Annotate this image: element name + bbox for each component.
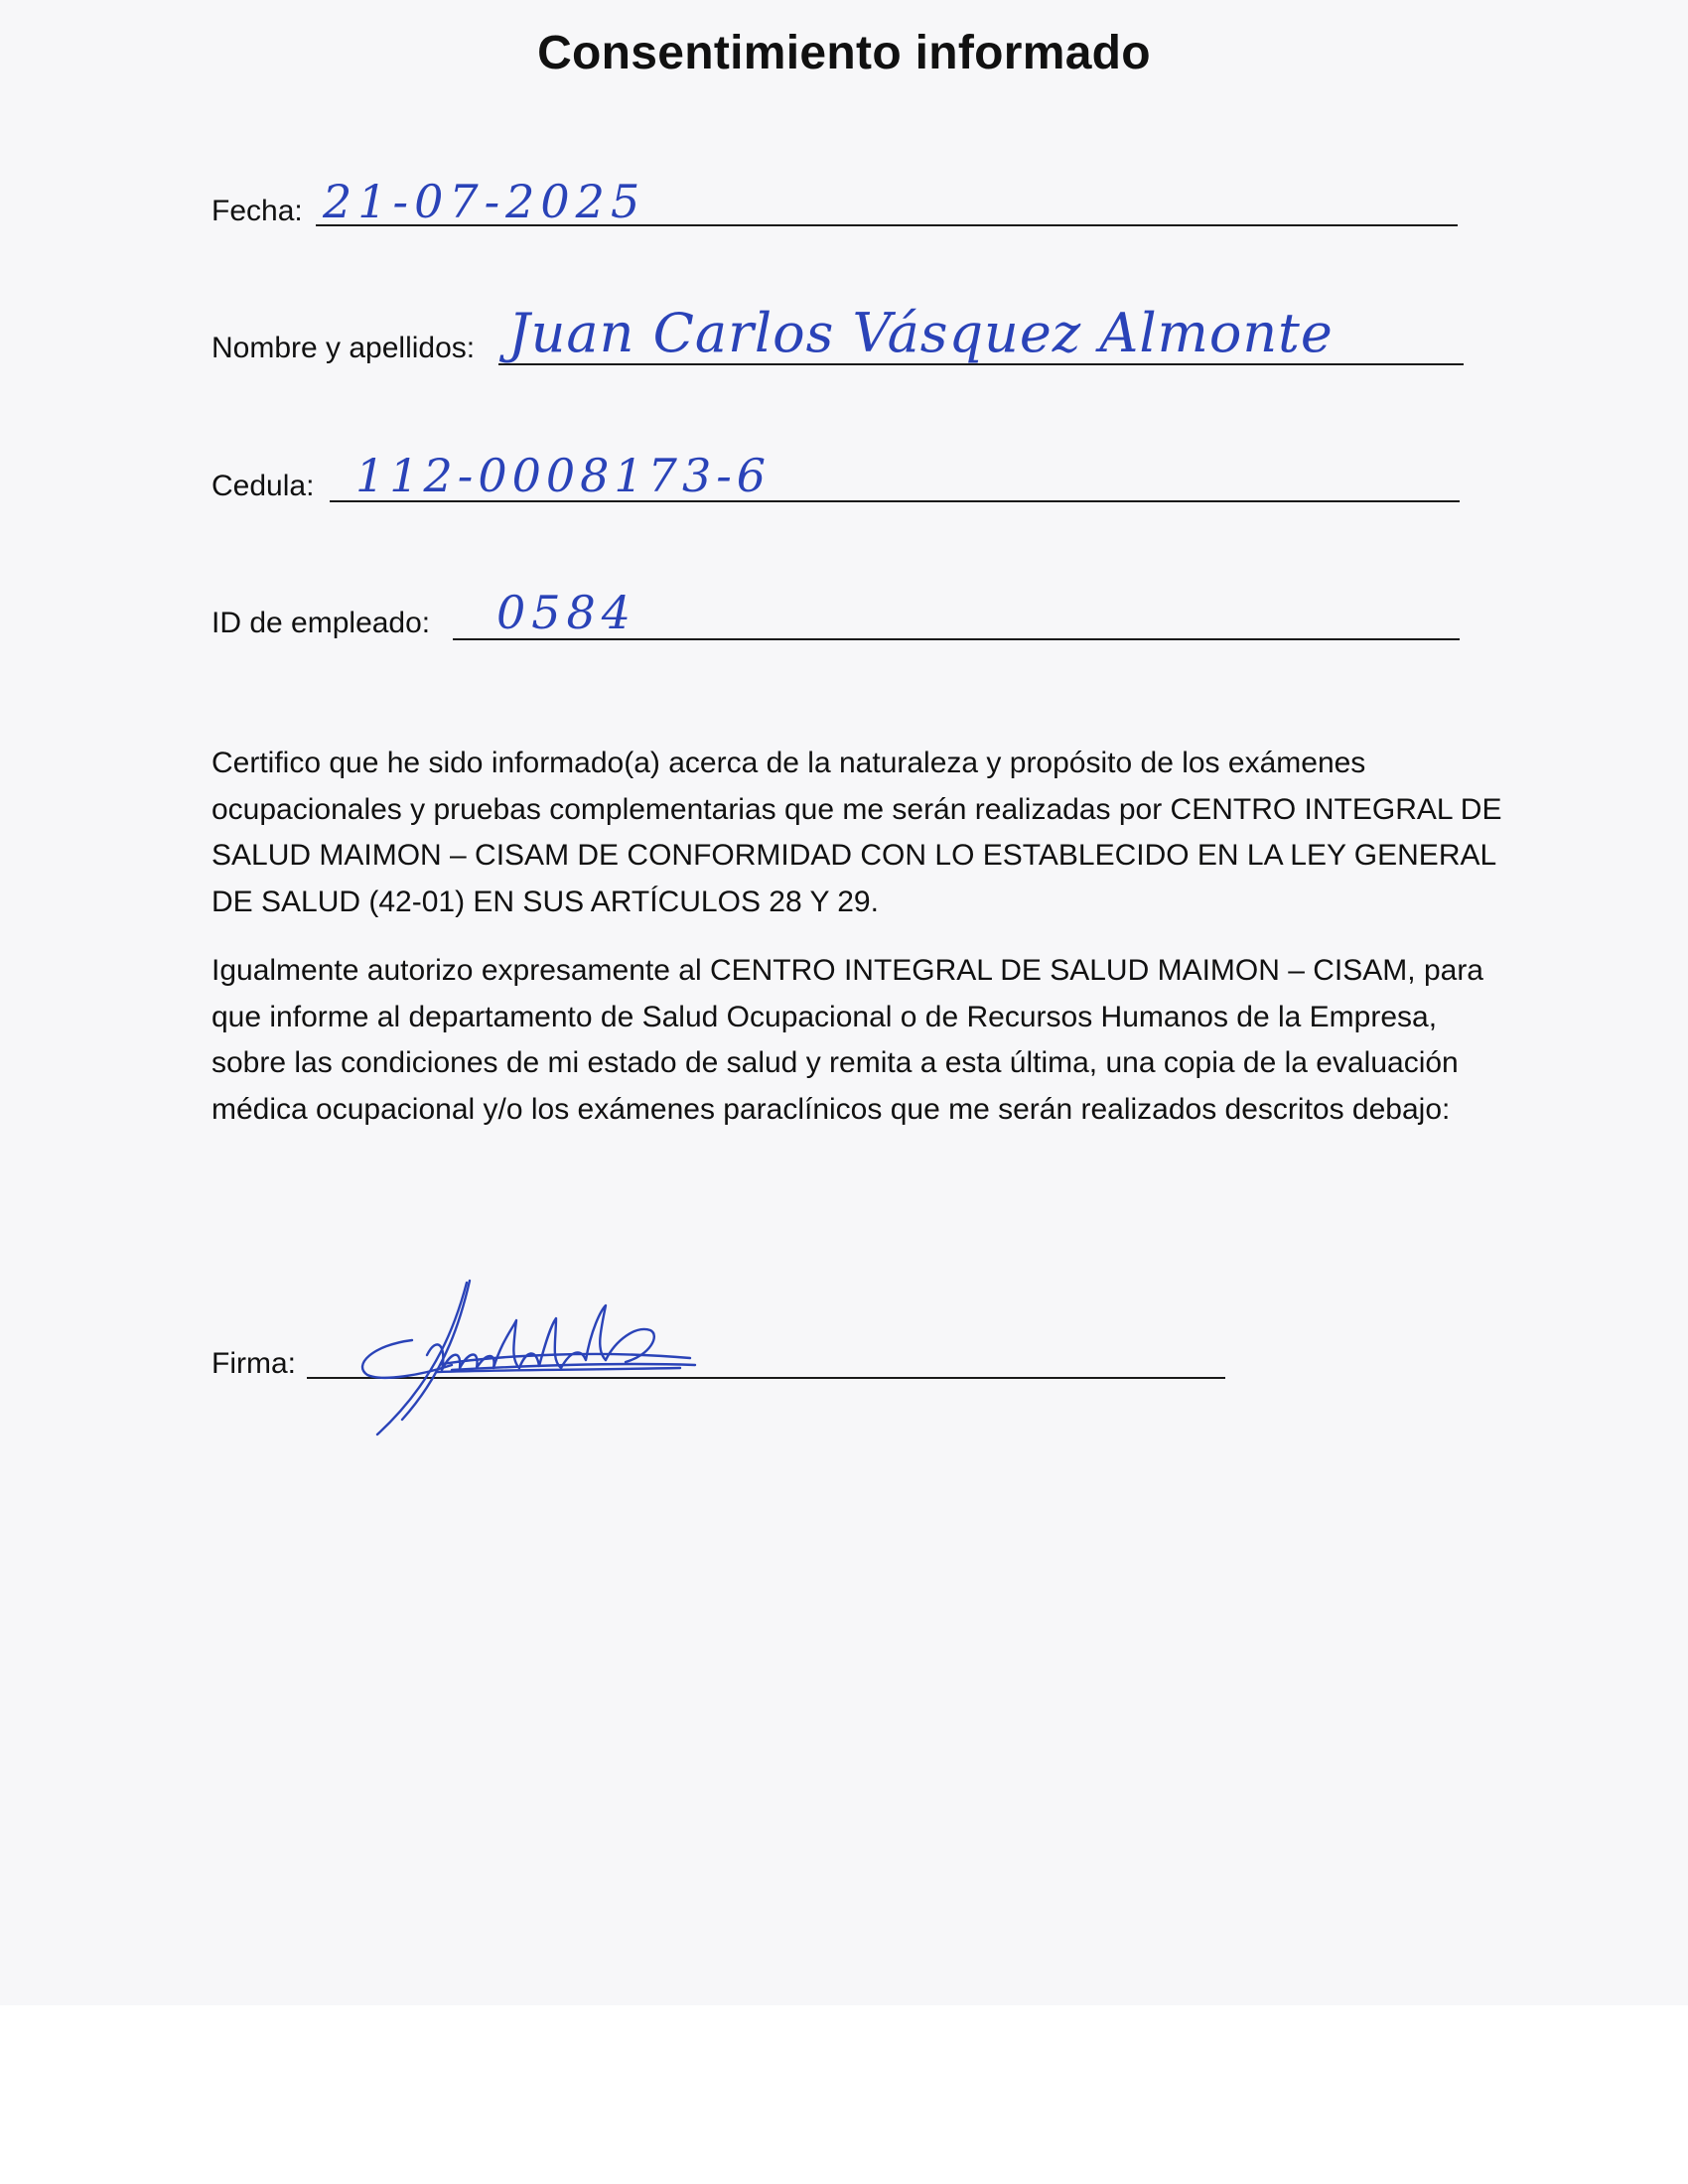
paragraph-autorizacion: Igualmente autorizo expresamente al CENTRO INTEGRAL DE SALUD MAIMON – CISAM, para que informe al departamento de Salud Ocupacional o de Recursos Humanos de la Empresa, sobre las condiciones de mi estado de salud y remita a esta última, una copia de la evaluación médica ocupacional y/o los exámenes paraclínicos que me serán realizados descritos debajo: [211, 954, 1483, 1126]
cedula-label: Cedula: [211, 470, 315, 502]
nombre-value: Juan Carlos Vásquez Almonte [508, 302, 1334, 364]
fecha-label: Fecha: [211, 195, 303, 227]
firma-label: Firma: [211, 1347, 296, 1380]
fecha-value: 21-07-2025 [323, 175, 646, 228]
paragraph-certificacion: Certifico que he sido informado(a) acerca de la naturaleza y propósito de los exámenes ocupacionales y pruebas complementarias que me serán realizadas por CENTRO INTEGRAL DE SALUD MAIMON – CISAM DE CONFORMIDAD CON LO ESTABLECIDO EN LA LEY GENERAL DE SALUD (42-01) EN SUS ARTÍCULOS 28 Y 29. [211, 747, 1502, 918]
nombre-label: Nombre y apellidos: [211, 332, 476, 364]
document-title: Consentimiento informado [537, 27, 1151, 79]
cedula-value: 112-0008173-6 [355, 449, 772, 502]
id-empleado-label: ID de empleado: [211, 607, 431, 639]
signature-scribble [352, 1271, 710, 1449]
id-empleado-value: 0584 [496, 586, 637, 639]
